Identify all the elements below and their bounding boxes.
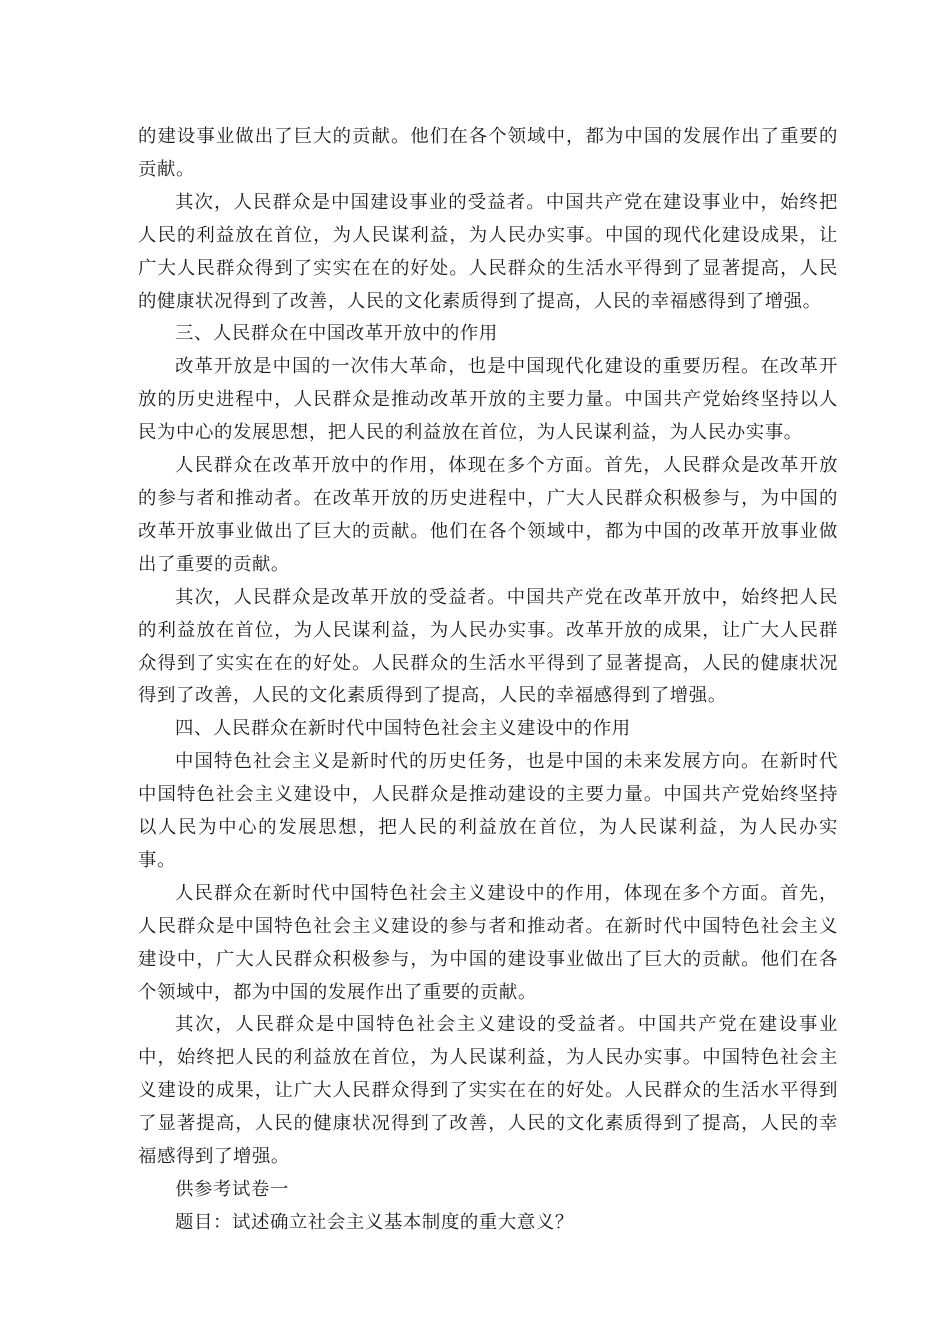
document-body [138,121,838,1240]
paragraph: 其次，人民群众是中国建设事业的受益者。中国共产党在建设事业中，始终把人民的利益放在首位，为人民谋利益，为人民办实事。中国的现代化建设成果，让广大人民群众得到了实实在在的好处。人民群众的生活水平得到了显著提高，人民的健康状况得到了改善，人民的文化素质得到了提高，人民的幸福感得到了增强。 [138,191,838,312]
exam-question: 题目：试述确立社会主义基本制度的重大意义？ [175,1211,574,1233]
paragraph: 人民群众在新时代中国特色社会主义建设中的作用，体现在多个方面。首先，人民群众是中国特色社会主义建设的参与者和推动者。在新时代中国特色社会主义建设中，广大人民群众积极参与，为中国的建设事业做出了巨大的贡献。他们在各个领域中，都为中国的发展作出了重要的贡献。 [138,882,838,1003]
paragraph: 其次，人民群众是中国特色社会主义建设的受益者。中国共产党在建设事业中，始终把人民的利益放在首位，为人民谋利益，为人民办实事。中国特色社会主义建设的成果，让广大人民群众得到了实实在在的好处。人民群众的生活水平得到了显著提高，人民的健康状况得到了改善，人民的文化素质得到了提高，人民的幸福感得到了增强。 [138,1014,838,1168]
paragraph: 中国特色社会主义是新时代的历史任务，也是中国的未来发展方向。在新时代中国特色社会主义建设中，人民群众是推动建设的主要力量。中国共产党始终坚持以人民为中心的发展思想，把人民的利益放在首位，为人民谋利益，为人民办实事。 [138,751,838,871]
paragraph: 其次，人民群众是改革开放的受益者。中国共产党在改革开放中，始终把人民的利益放在首位，为人民谋利益，为人民办实事。改革开放的成果，让广大人民群众得到了实实在在的好处。人民群众的生活水平得到了显著提高，人民的健康状况得到了改善，人民的文化素质得到了提高，人民的幸福感得到了增强。 [138,586,838,707]
exam-label: 供参考试卷一 [175,1179,289,1200]
paragraph: 改革开放是中国的一次伟大革命，也是中国现代化建设的重要历程。在改革开放的历史进程中，人民群众是推动改革开放的主要力量。中国共产党始终坚持以人民为中心的发展思想，把人民的利益放在首位，为人民谋利益，为人民办实事。 [138,356,838,444]
section-heading: 四、人民群众在新时代中国特色社会主义建设中的作用 [175,718,631,740]
paragraph-continuation: 的建设事业做出了巨大的贡献。他们在各个领域中，都为中国的发展作出了重要的贡献。 [138,126,838,180]
section-heading: 三、人民群众在中国改革开放中的作用 [175,323,498,345]
paragraph: 人民群众在改革开放中的作用，体现在多个方面。首先，人民群众是改革开放的参与者和推动者。在改革开放的历史进程中，广大人民群众积极参与，为中国的改革开放事业做出了巨大的贡献。他们在各个领域中，都为中国的改革开放事业做出了重要的贡献。 [138,455,838,575]
